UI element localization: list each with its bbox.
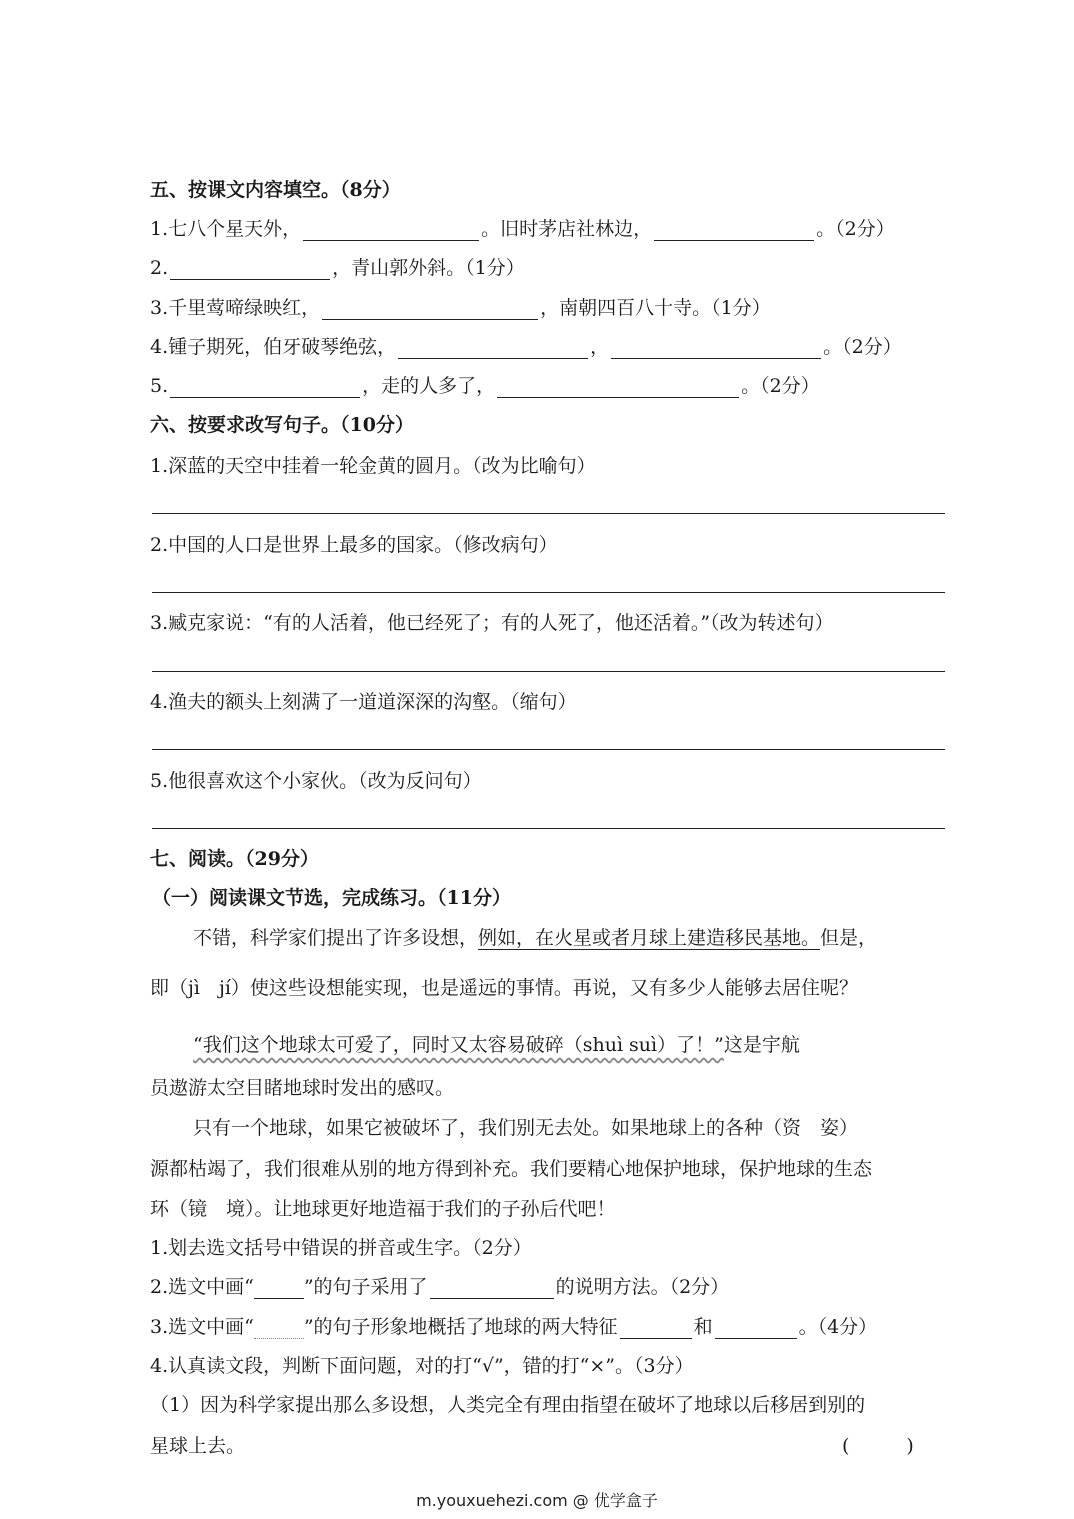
section5-title: 五、按课文内容填空。（8分） [150, 179, 401, 201]
s7-q3-wavy-mark [254, 1320, 304, 1339]
section7-title: 七、阅读。（29分） [150, 848, 319, 870]
s7-q2-blank[interactable] [430, 1278, 554, 1299]
s5-q4 [150, 335, 902, 359]
s6-answer-line-1[interactable] [152, 513, 945, 514]
s7-q4-1-line-2: 星球上去。 [150, 1435, 246, 1457]
s7-q4: 4.认真读文段，判断下面问题，对的打“√”，错的打“×”。（3分） [150, 1355, 694, 1377]
s5-q2-text-b: ，青山郭外斜。（1分） [332, 257, 525, 279]
s5-q1-text-c: 。（2分） [816, 218, 895, 240]
section6-title: 六、按要求改写句子。（10分） [150, 414, 414, 436]
s7-passage-line-4: 员遨游太空目睹地球时发出的感叹。 [150, 1077, 455, 1099]
s7-q4-1-line-1: （1）因为科学家提出那么多设想，人类完全有理由指望在破坏了地球以后移居到别的 [150, 1394, 866, 1416]
s5-q3-text-a: 3.千里莺啼绿映红， [150, 297, 321, 319]
s5-q1-blank-1[interactable] [303, 220, 479, 241]
s5-q1-blank-2[interactable] [654, 220, 814, 241]
s6-item-4: 4.渔夫的额头上刻满了一道道深深的沟壑。（缩句） [150, 691, 577, 713]
s5-q2-blank-1[interactable] [170, 259, 330, 280]
s5-q1-text-b: 。旧时茅店社林边， [481, 218, 653, 240]
s5-q5-text-c: 。（2分） [741, 375, 820, 397]
s7-q2 [150, 1275, 729, 1299]
s7-p1-text-b: 但是， [820, 927, 878, 949]
s7-q2-text-a: 2.选文中画“ [150, 1276, 254, 1298]
s6-item-1: 1.深蓝的天空中挂着一轮金黄的圆月。（改为比喻句） [150, 455, 596, 477]
s5-q4-blank-1[interactable] [398, 338, 588, 359]
s7-q2-underline-mark [254, 1278, 304, 1299]
s7-p1-underlined-sentence: 例如，在火星或者月球上建造移民基地。 [478, 927, 821, 949]
s7-q3-blank-1[interactable] [620, 1318, 692, 1339]
s5-q2-text-a: 2. [150, 257, 169, 279]
s7-q2-text-b: ”的句子采用了 [303, 1276, 428, 1298]
s5-q1-text-a: 1.七八个星天外， [150, 218, 302, 240]
s7-q3-text-c: 和 [693, 1316, 713, 1338]
s5-q4-blank-2[interactable] [611, 338, 821, 359]
s5-q5 [150, 374, 820, 398]
s6-item-3: 3.臧克家说：“有的人活着，他已经死了；有的人死了，他还活着。”（改为转述句） [150, 612, 834, 634]
s7-p2-text-a: 这是宇航 [723, 1034, 800, 1056]
s6-answer-line-4[interactable] [152, 749, 945, 750]
s5-q2 [150, 256, 525, 280]
s6-item-2: 2.中国的人口是世界上最多的国家。（修改病句） [150, 534, 558, 556]
s5-q5-blank-1[interactable] [170, 377, 360, 398]
s5-q3-text-b: ，南朝四百八十寺。（1分） [540, 297, 771, 319]
s7-q3-text-b: ”的句子形象地概括了地球的两大特征 [303, 1316, 618, 1338]
s7-q4-1-answer-paren[interactable]: ( ) [842, 1435, 914, 1457]
s7-passage-line-2: 即（jì jí）使这些设想能实现，也是遥远的事情。再说，又有多少人能够去居住呢？ [150, 977, 858, 999]
s5-q5-blank-2[interactable] [497, 377, 739, 398]
s7-passage-line-6: 源都枯竭了，我们很难从别的地方得到补充。我们要精心地保护地球，保护地球的生态 [150, 1158, 873, 1180]
s7-sub1-title: （一）阅读课文节选，完成练习。（11分） [152, 887, 511, 909]
s5-q5-text-b: ，走的人多了， [362, 375, 496, 397]
s5-q4-text-b: ， [590, 336, 610, 358]
s7-passage-line-3 [193, 1033, 800, 1057]
s5-q5-text-a: 5. [150, 375, 169, 397]
s7-passage-line-5: 只有一个地球，如果它被破坏了，我们别无去处。如果地球上的各种（资 姿） [193, 1117, 859, 1139]
s7-q3 [150, 1315, 877, 1339]
s7-q3-text-d: 。（4分） [798, 1316, 878, 1338]
s7-p1-text-a: 不错，科学家们提出了许多设想， [193, 927, 479, 949]
s7-q3-blank-2[interactable] [715, 1318, 797, 1339]
s6-answer-line-5[interactable] [152, 828, 945, 829]
s5-q4-text-c: 。（2分） [823, 336, 902, 358]
s7-passage-line-1 [193, 926, 877, 950]
s7-q1: 1.划去选文括号中错误的拼音或生字。（2分） [150, 1237, 532, 1259]
s6-answer-line-2[interactable] [152, 592, 945, 593]
s7-p2-wavy-sentence: “我们这个地球太可爱了，同时又太容易破碎（shuì suì）了！” [193, 1034, 724, 1056]
footer-watermark: m.youxuehezi.com @ 优学盒子 [416, 1491, 658, 1510]
s7-q2-text-c: 的说明方法。（2分） [555, 1276, 730, 1298]
s5-q3 [150, 296, 771, 320]
s5-q1 [150, 217, 895, 241]
s5-q4-text-a: 4.锺子期死，伯牙破琴绝弦， [150, 336, 397, 358]
s5-q3-blank-1[interactable] [322, 299, 538, 320]
s7-q3-text-a: 3.选文中画“ [150, 1316, 254, 1338]
s6-answer-line-3[interactable] [152, 671, 945, 672]
s6-item-5: 5.他很喜欢这个小家伙。（改为反问句） [150, 770, 482, 792]
s7-passage-line-7: 环（镜 境）。让地球更好地造福于我们的子孙后代吧！ [150, 1198, 616, 1220]
